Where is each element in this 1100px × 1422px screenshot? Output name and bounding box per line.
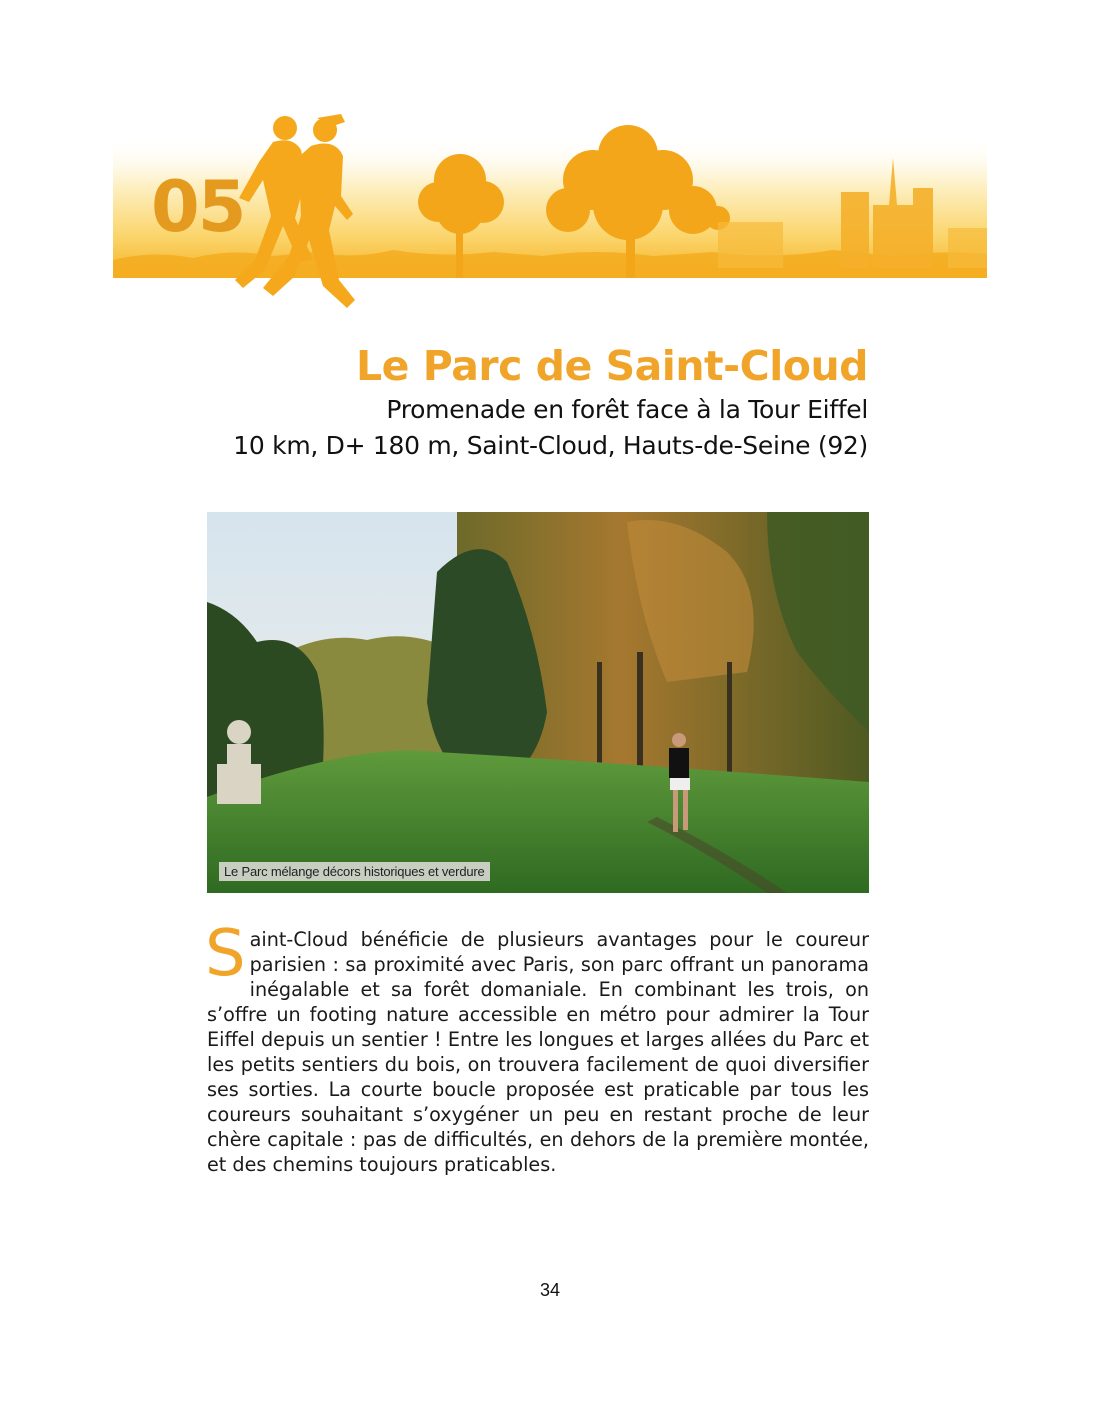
chapter-banner (113, 110, 987, 315)
body-text-content: aint-Cloud bénéficie de plusieurs avantages pour le coureur parisien : sa proximité avec Paris, son parc offrant un panorama inégalable et sa forêt domaniale. En combinant les trois, on s’offre un footing nature accessible en métro pour admirer la Tour Eiffel depuis un sentier ! Entre les longues et larges allées du Parc et les petits sentiers du bois, on trouvera facilement de quoi diversifier ses sorties. La courte boucle proposée est praticable par tous les coureurs souhaitant s’oxygéner un peu en restant proche de leur chère capitale : pas de difficultés, en dehors de la première montée, et des chemins toujours praticables. (207, 928, 869, 1176)
park-photo (207, 512, 869, 893)
forest-runner-image (207, 512, 869, 893)
title-block (168, 340, 868, 464)
page-number: 34 (539, 1280, 561, 1300)
subtitle-description: Promenade en forêt face à la Tour Eiffel (386, 395, 868, 424)
body-paragraph (205, 917, 869, 1177)
drop-cap: S (205, 917, 246, 991)
page-title: Le Parc de Saint-Cloud (356, 342, 868, 390)
chapter-number: 05 (151, 166, 245, 248)
subtitle-route-stats: 10 km, D+ 180 m, Saint-Cloud, Hauts-de-Seine (92) (233, 431, 868, 460)
photo-caption: Le Parc mélange décors historiques et verdure (219, 862, 490, 881)
